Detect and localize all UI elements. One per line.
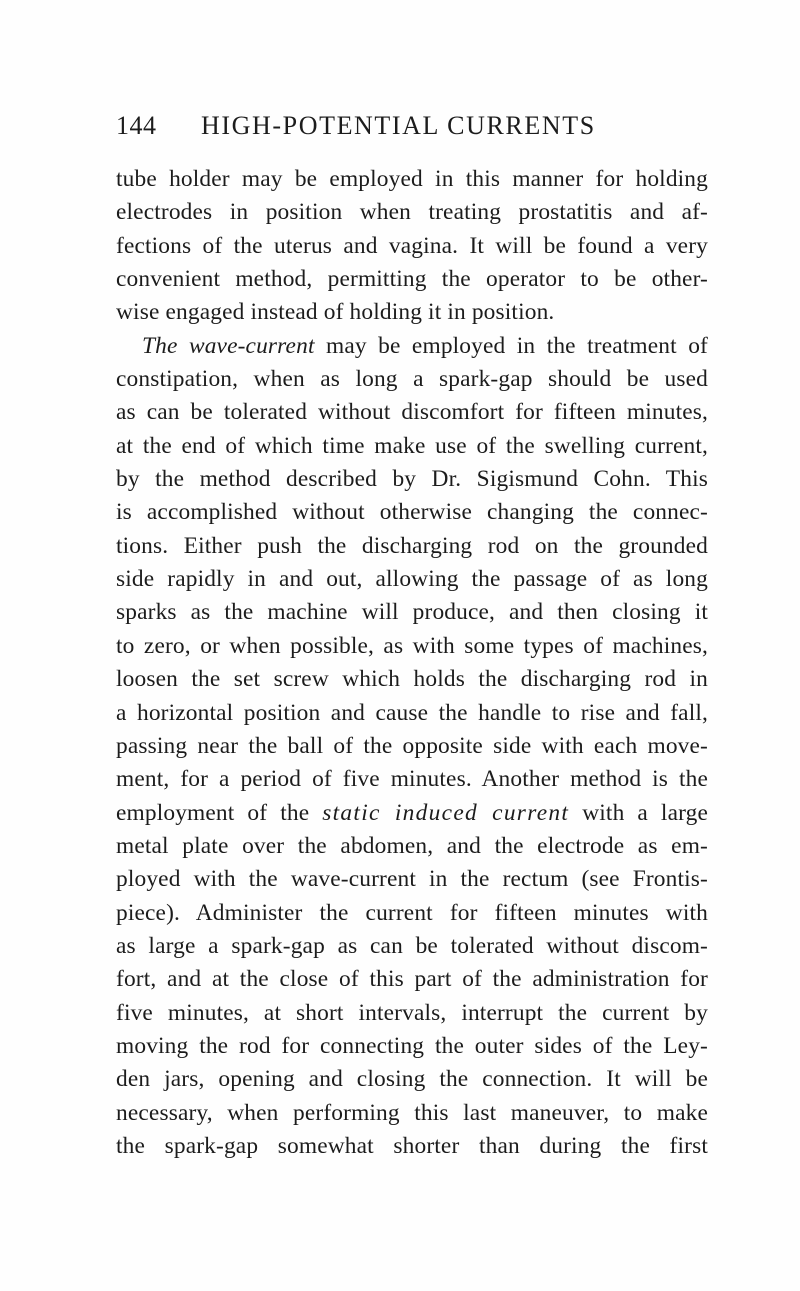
text-line: convenient method, permitting the operator to be other- (116, 266, 708, 293)
text-line: ployed with the wave-current in the rectum (see Frontis- (116, 866, 708, 893)
text-line: electrodes in position when treating prostatitis and af- (116, 199, 708, 226)
italic-term: static induced current (322, 799, 570, 826)
text-line: tions. Either push the discharging rod on the grounded (116, 532, 708, 559)
text-line: den jars, opening and closing the connection. It will be (116, 1066, 708, 1093)
text-line: metal plate over the abdomen, and the electrode as em- (116, 832, 708, 859)
text-line: by the method described by Dr. Sigismund Cohn. This (116, 466, 708, 493)
text-line: loosen the set screw which holds the discharging rod in (116, 666, 708, 693)
text-line: fort, and at the close of this part of the administration for (116, 966, 708, 993)
running-title: HIGH-POTENTIAL CURRENTS (201, 111, 596, 140)
page-number: 144 (116, 111, 157, 140)
text-fragment: with a large (582, 799, 709, 826)
text-line: ment, for a period of five minutes. Another method is the (116, 766, 708, 793)
text-line: at the end of which time make use of the swelling current, (116, 432, 708, 459)
text-line: constipation, when as long a spark-gap should be used (116, 366, 708, 393)
text-line: as can be tolerated without discomfort for fifteen minutes, (116, 399, 708, 426)
text-line: sparks as the machine will produce, and then closing it (116, 599, 708, 626)
text-line: the spark-gap somewhat shorter than during the first (116, 1132, 708, 1159)
text-line: passing near the ball of the opposite side with each move- (116, 732, 708, 759)
text-line: piece). Administer the current for fifteen minutes with (116, 899, 708, 926)
text-line: fections of the uterus and vagina. It will be found a very (116, 232, 708, 259)
text-line (116, 330, 708, 363)
italic-term: The wave-current (142, 332, 315, 359)
running-head (116, 106, 708, 146)
body-text (116, 163, 708, 1163)
text-line: moving the rod for connecting the outer sides of the Ley- (116, 1032, 708, 1059)
text-line: necessary, when performing this last maneuver, to make (116, 1099, 708, 1126)
text-line (116, 797, 708, 830)
text-line: a horizontal position and cause the handle to rise and fall, (116, 699, 708, 726)
text-line: wise engaged instead of holding it in position. (116, 299, 555, 326)
text-fragment: may be employed in the treatment of (326, 332, 708, 359)
text-fragment: employment of the (116, 799, 310, 826)
text-line: is accomplished without otherwise changing the connec- (116, 499, 708, 526)
text-line: tube holder may be employed in this manner for holding (116, 166, 708, 192)
text-line: as large a spark-gap as can be tolerated without discom- (116, 932, 708, 959)
text-line: to zero, or when possible, as with some types of machines, (116, 632, 708, 659)
text-line: side rapidly in and out, allowing the passage of as long (116, 566, 708, 593)
text-line: five minutes, at short intervals, interrupt the current by (116, 999, 708, 1026)
